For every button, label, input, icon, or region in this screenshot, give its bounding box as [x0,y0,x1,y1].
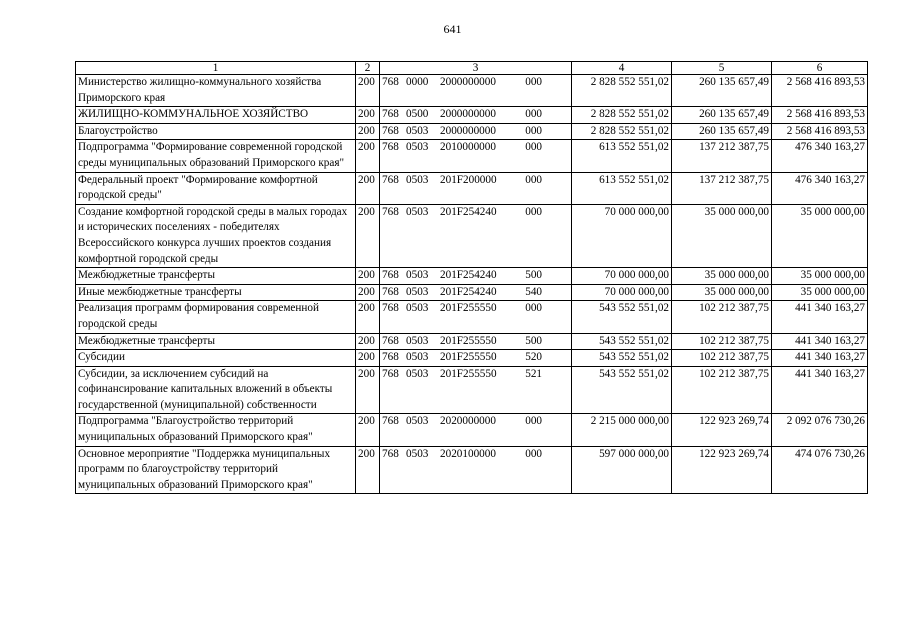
code-vr: 500 [525,334,542,347]
code-cs: 2010000000 [440,141,496,154]
row-value-5: 35 000 000,00 [672,204,772,267]
row-value-5: 260 135 657,49 [672,75,772,107]
table-row [76,366,868,414]
code-cs: 201F255550 [440,351,497,364]
row-name: Подпрограмма "Формирование современной городской среды муниципальных образований Приморского края" [76,140,356,172]
row-name: Межбюджетные трансферты [76,268,356,285]
header-cell: 1 [76,62,356,75]
row-code-3 [380,284,572,301]
row-value-5: 122 923 269,74 [672,414,772,446]
row-code-3 [380,301,572,333]
code-rz: 0503 [406,334,429,347]
code-rz: 0503 [406,447,429,460]
code-vr: 000 [525,141,542,154]
code-ved: 768 [382,351,399,364]
code-vr: 000 [525,302,542,315]
code-rz: 0503 [406,351,429,364]
code-ved: 768 [382,367,399,380]
row-code-2: 200 [356,204,380,267]
code-rz: 0000 [406,76,429,88]
row-name: Субсидии [76,350,356,367]
row-value-5: 35 000 000,00 [672,268,772,285]
row-value-6: 476 340 163,27 [772,172,868,204]
row-code-2: 200 [356,301,380,333]
code-cs: 201F254240 [440,285,497,298]
row-name: Министерство жилищно-коммунального хозяйства Приморского края [76,75,356,107]
row-value-5: 102 212 387,75 [672,301,772,333]
code-vr: 000 [525,205,542,218]
code-rz: 0503 [406,367,429,380]
row-value-6: 2 092 076 730,26 [772,414,868,446]
table-row [76,350,868,367]
row-code-3 [380,446,572,494]
row-name: Подпрограмма "Благоустройство территорий муниципальных образований Приморского края" [76,414,356,446]
code-rz: 0503 [406,141,429,154]
code-cs: 2000000000 [440,108,496,121]
header-cell: 4 [572,62,672,75]
code-cs: 201F254240 [440,205,497,218]
row-value-5: 260 135 657,49 [672,123,772,140]
code-ved: 768 [382,269,399,282]
header-cell: 5 [672,62,772,75]
row-code-2: 200 [356,350,380,367]
code-ved: 768 [382,302,399,315]
row-code-3 [380,172,572,204]
code-vr: 000 [525,124,542,137]
row-value-6: 441 340 163,27 [772,350,868,367]
code-rz: 0503 [406,302,429,315]
code-ved: 768 [382,124,399,137]
code-rz: 0500 [406,108,429,121]
code-vr: 000 [525,173,542,186]
row-code-2: 200 [356,172,380,204]
code-vr: 500 [525,269,542,282]
row-code-3 [380,204,572,267]
header-cell: 6 [772,62,868,75]
row-code-3 [380,333,572,350]
row-value-6: 441 340 163,27 [772,301,868,333]
row-name: Создание комфортной городской среды в малых городах и исторических поселениях - победителях Всероссийского конкурса лучших проектов создания комфортной городской среды [76,204,356,267]
table-row [76,301,868,333]
row-value-5: 137 212 387,75 [672,140,772,172]
row-value-4: 613 552 551,02 [572,172,672,204]
code-vr: 521 [525,367,542,380]
code-vr: 000 [525,76,542,88]
row-value-5: 102 212 387,75 [672,350,772,367]
code-rz: 0503 [406,173,429,186]
code-cs: 201F200000 [440,173,497,186]
row-code-2: 200 [356,140,380,172]
row-code-3 [380,350,572,367]
row-value-6: 2 568 416 893,53 [772,75,868,107]
code-cs: 2000000000 [440,124,496,137]
table-row [76,123,868,140]
row-code-2: 200 [356,75,380,107]
row-value-6: 2 568 416 893,53 [772,123,868,140]
table-row [76,284,868,301]
row-value-6: 476 340 163,27 [772,140,868,172]
row-name: Основное мероприятие "Поддержка муниципальных программ по благоустройству территорий муниципальных образований Приморского края" [76,446,356,494]
row-value-5: 122 923 269,74 [672,446,772,494]
code-rz: 0503 [406,415,429,428]
table-row [76,333,868,350]
code-vr: 000 [525,108,542,121]
row-value-5: 35 000 000,00 [672,284,772,301]
code-ved: 768 [382,108,399,121]
row-value-4: 543 552 551,02 [572,301,672,333]
row-code-3 [380,366,572,414]
row-value-4: 70 000 000,00 [572,268,672,285]
row-value-4: 543 552 551,02 [572,333,672,350]
row-value-4: 597 000 000,00 [572,446,672,494]
row-code-3 [380,268,572,285]
code-ved: 768 [382,173,399,186]
row-code-3 [380,75,572,107]
table-row [76,140,868,172]
row-value-5: 137 212 387,75 [672,172,772,204]
code-ved: 768 [382,205,399,218]
table-row [76,414,868,446]
row-name: Субсидии, за исключением субсидий на софинансирование капитальных вложений в объекты государственной (муниципальной) собственности [76,366,356,414]
row-name: ЖИЛИЩНО-КОММУНАЛЬНОЕ ХОЗЯЙСТВО [76,107,356,124]
code-cs: 201F255550 [440,334,497,347]
code-cs: 201F254240 [440,269,497,282]
row-name: Реализация программ формирования современной городской среды [76,301,356,333]
code-cs: 201F255550 [440,367,497,380]
code-rz: 0503 [406,269,429,282]
row-value-6: 35 000 000,00 [772,284,868,301]
code-cs: 2000000000 [440,76,496,88]
code-rz: 0503 [406,285,429,298]
row-value-4: 543 552 551,02 [572,350,672,367]
row-value-4: 543 552 551,02 [572,366,672,414]
code-rz: 0503 [406,124,429,137]
row-code-2: 200 [356,333,380,350]
row-value-4: 70 000 000,00 [572,204,672,267]
row-name: Иные межбюджетные трансферты [76,284,356,301]
code-ved: 768 [382,141,399,154]
row-code-2: 200 [356,284,380,301]
code-ved: 768 [382,415,399,428]
code-cs: 2020000000 [440,415,496,428]
table-row [76,204,868,267]
table-row [76,172,868,204]
row-value-5: 260 135 657,49 [672,107,772,124]
row-code-2: 200 [356,107,380,124]
row-name: Межбюджетные трансферты [76,333,356,350]
budget-table [75,61,868,494]
row-value-4: 2 215 000 000,00 [572,414,672,446]
row-value-5: 102 212 387,75 [672,366,772,414]
code-rz: 0503 [406,205,429,218]
code-ved: 768 [382,334,399,347]
row-value-4: 2 828 552 551,02 [572,123,672,140]
header-cell: 2 [356,62,380,75]
row-value-4: 70 000 000,00 [572,284,672,301]
header-cell: 3 [380,62,572,75]
row-code-2: 200 [356,123,380,140]
code-ved: 768 [382,285,399,298]
table-row [76,446,868,494]
row-value-4: 2 828 552 551,02 [572,75,672,107]
row-value-6: 2 568 416 893,53 [772,107,868,124]
row-code-2: 200 [356,446,380,494]
table-row [76,75,868,107]
row-code-3 [380,414,572,446]
row-value-4: 2 828 552 551,02 [572,107,672,124]
code-ved: 768 [382,447,399,460]
code-cs: 2020100000 [440,447,496,460]
row-value-6: 35 000 000,00 [772,204,868,267]
row-value-5: 102 212 387,75 [672,333,772,350]
header-row [76,62,868,75]
row-name: Федеральный проект "Формирование комфортной городской среды" [76,172,356,204]
code-vr: 000 [525,415,542,428]
row-name: Благоустройство [76,123,356,140]
code-vr: 000 [525,447,542,460]
row-code-3 [380,123,572,140]
page-number: 641 [443,22,462,36]
row-code-3 [380,140,572,172]
code-vr: 520 [525,351,542,364]
table-row [76,268,868,285]
row-value-6: 35 000 000,00 [772,268,868,285]
row-value-6: 441 340 163,27 [772,366,868,414]
row-code-2: 200 [356,414,380,446]
row-value-6: 441 340 163,27 [772,333,868,350]
row-code-2: 200 [356,366,380,414]
row-code-2: 200 [356,268,380,285]
row-value-4: 613 552 551,02 [572,140,672,172]
row-code-3 [380,107,572,124]
code-cs: 201F255550 [440,302,497,315]
code-vr: 540 [525,285,542,298]
row-value-6: 474 076 730,26 [772,446,868,494]
table-row [76,107,868,124]
code-ved: 768 [382,76,399,88]
